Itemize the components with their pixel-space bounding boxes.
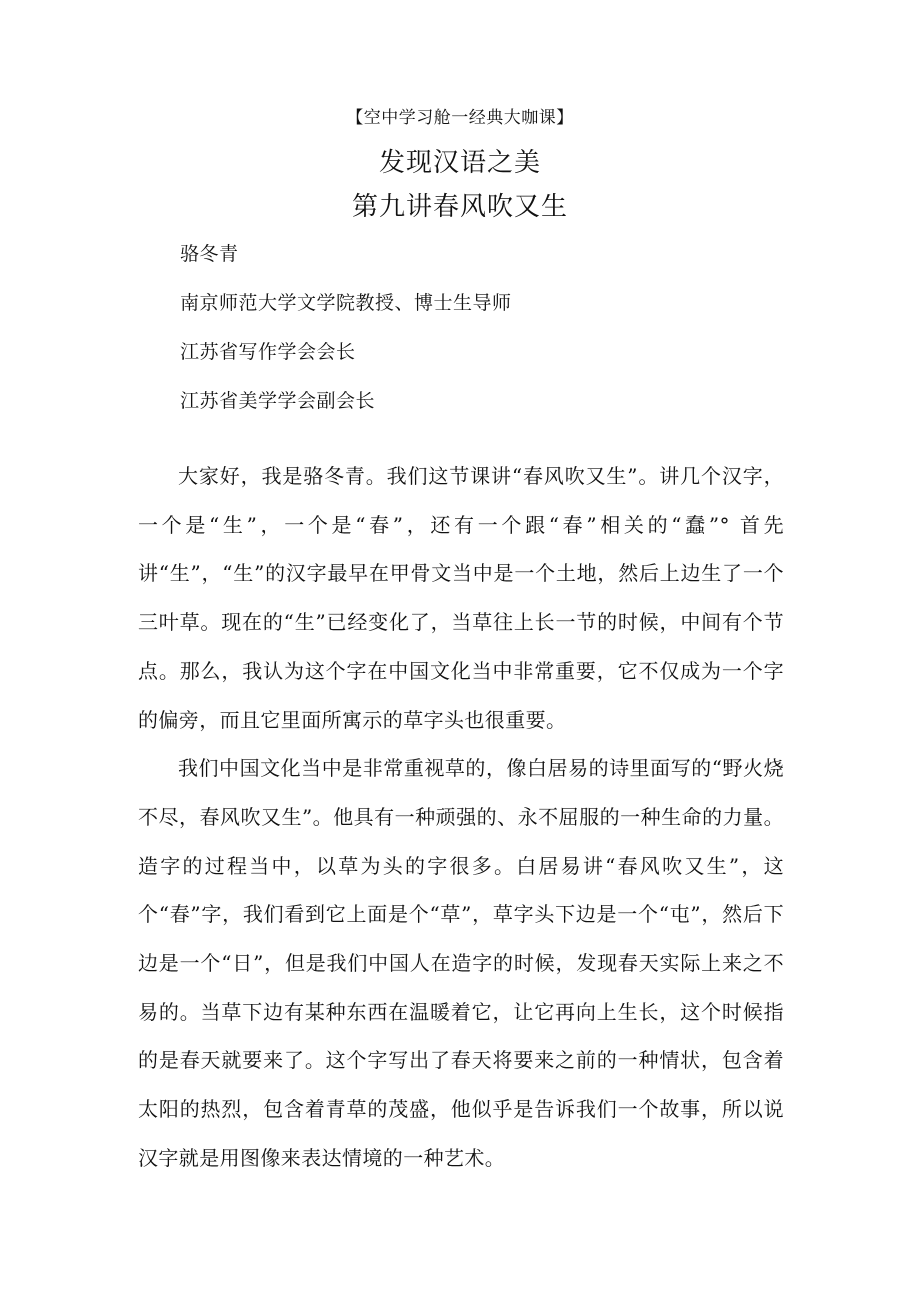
body-paragraph: 大家好，我是骆冬青。我们这节课讲“春风吹又生”。讲几个汉字，一个是“生”，一个是“春”，还有一个跟“春”相关的“蠢”° 首先讲“生”，“生”的汉字最早在甲骨文当中是一个土地，然后上边生了一个三叶草。现在的“生”已经变化了，当草往上长一节的时候，中间有个节点。那么，我认为这个字在中国文化当中非常重要，它不仅成为一个字的偏旁，而且它里面所寓示的草字头也很重要。 (138, 464, 784, 732)
author-name: 骆冬青 (180, 243, 239, 265)
author-role: 南京师范大学文学院教授、博士生导师 (180, 292, 512, 314)
document-title: 发现汉语之美 (378, 148, 541, 178)
lecture-body (138, 452, 784, 1183)
body-paragraph: 我们中国文化当中是非常重视草的，像白居易的诗里面写的“野火烧不尽，春风吹又生”。他具有一种顽强的、永不屈服的一种生命的力量。造字的过程当中，以草为头的字很多。白居易讲“春风吹又生”，这个“春”字，我们看到它上面是个“草”，草字头下边是一个“屯”，然后下边是一个“日”，但是我们中国人在造字的时候，发现春天实际上来之不易的。当草下边有某种东西在温暖着它，让它再向上生长，这个时候指的是春天就要来了。这个字写出了春天将要来之前的一种情状，包含着太阳的热烈，包含着青草的茂盛，他似乎是告诉我们一个故事，所以说汉字就是用图像来表达情境的一种艺术。 (138, 756, 784, 1170)
lecture-subtitle: 第九讲春风吹又生 (351, 192, 568, 222)
author-role: 江苏省写作学会会长 (180, 341, 356, 363)
author-info (180, 238, 820, 434)
author-role: 江苏省美学学会副会长 (180, 390, 376, 412)
series-heading: 【空中学习舱一经典大咖课】 (346, 108, 574, 128)
